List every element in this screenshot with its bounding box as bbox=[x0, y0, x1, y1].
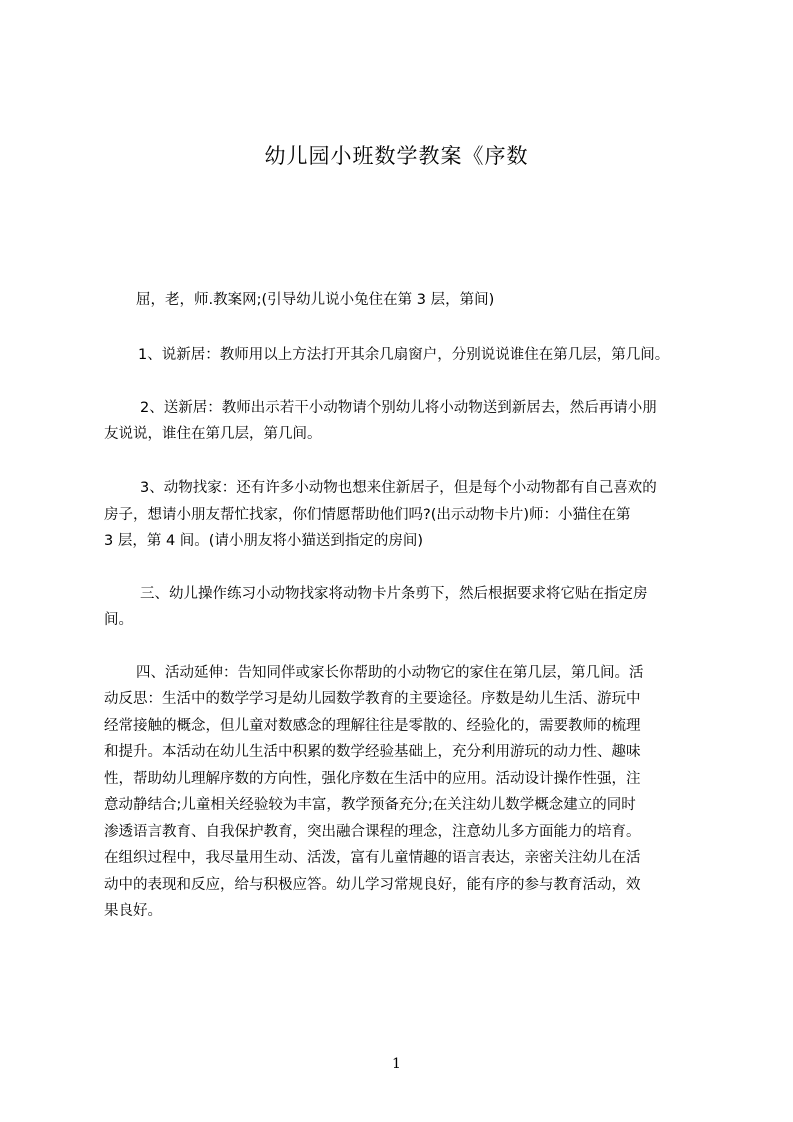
paragraph-2-line-1: 1、说新居：教师用以上方法打开其余几扇窗户，分别说说谁住在第几层，第几间。 bbox=[138, 347, 670, 363]
paragraph-6-line-3: 经常接触的概念，但儿童对数感念的理解往往是零散的、经验化的，需要教师的梳理 bbox=[104, 718, 641, 734]
paragraph-6-line-6: 意动静结合;儿童相关经验较为丰富，教学预备充分;在关注幼儿数学概念建立的同时 bbox=[104, 797, 636, 813]
paragraph-4-line-3: 3 层，第 4 间。(请小朋友将小猫送到指定的房间) bbox=[104, 533, 424, 549]
paragraph-6-line-1: 四、活动延伸：告知同伴或家长你帮助的小动物它的家住在第几层，第几间。活 bbox=[136, 665, 644, 681]
paragraph-6-line-9: 动中的表现和反应，给与积极应答。幼儿学习常规良好，能有序的参与教育活动，效 bbox=[104, 877, 641, 893]
paragraph-5-line-2: 间。 bbox=[104, 612, 133, 628]
paragraph-6-line-2: 动反思：生活中的数学学习是幼儿园数学教育的主要途径。序数是幼儿生活、游玩中 bbox=[104, 691, 641, 707]
paragraph-4-line-1: 3、动物找家：还有许多小动物也想来住新居子，但是每个小动物都有自己喜欢的 bbox=[140, 480, 657, 496]
paragraph-3-line-2: 友说说，谁住在第几层，第几间。 bbox=[104, 426, 322, 442]
paragraph-4-line-2: 房子，想请小朋友帮忙找家，你们情愿帮助他们吗?(出示动物卡片)师：小猫住在第 bbox=[104, 507, 631, 523]
paragraph-6-line-4: 和提升。本活动在幼儿生活中积累的数学经验基础上，充分利用游玩的动力性、趣味 bbox=[104, 744, 641, 760]
page-title: 幼儿园小班数学教案《序数 bbox=[264, 144, 529, 168]
paragraph-1-line-1: 屈，老，师.教案网;(引导幼儿说小兔住在第 3 层，第间) bbox=[136, 292, 495, 308]
paragraph-5-line-1: 三、幼儿操作练习小动物找家将动物卡片条剪下，然后根据要求将它贴在指定房 bbox=[140, 586, 648, 602]
paragraph-6-line-8: 在组织过程中，我尽量用生动、活泼，富有儿童情趣的语言表达，亲密关注幼儿在活 bbox=[104, 850, 641, 866]
page-number: 1 bbox=[392, 1056, 401, 1072]
paragraph-6-line-10: 果良好。 bbox=[104, 903, 162, 919]
paragraph-6-line-5: 性，帮助幼儿理解序数的方向性，强化序数在生活中的应用。活动设计操作性强，注 bbox=[104, 771, 641, 787]
paragraph-3-line-1: 2、送新居：教师出示若干小动物请个别幼儿将小动物送到新居去，然后再请小朋 bbox=[140, 400, 657, 416]
paragraph-6-line-7: 渗透语言教育、自我保护教育，突出融合课程的理念，注意幼儿多方面能力的培育。 bbox=[104, 824, 641, 840]
